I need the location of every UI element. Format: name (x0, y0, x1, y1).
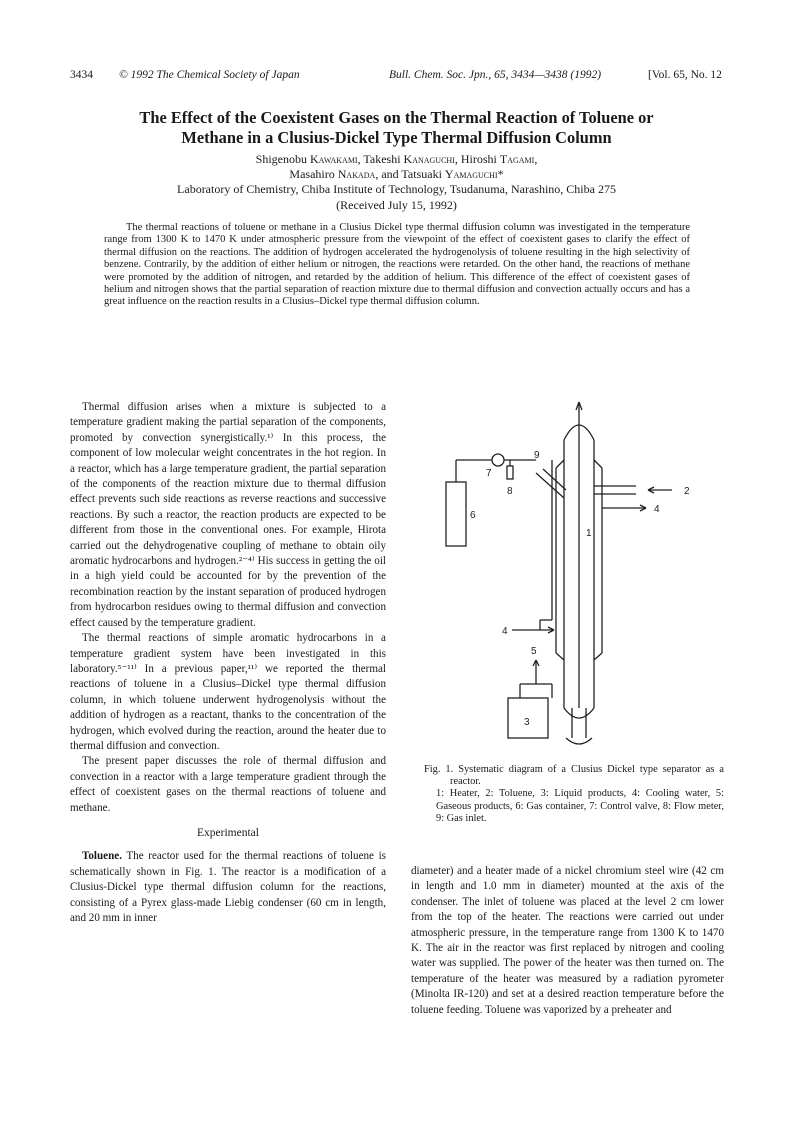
running-header (70, 69, 730, 85)
body-paragraph-3: The present paper discusses the role of thermal diffusion and convection in a reactor with a large temperature gradient through the effect of coexistent gases on the thermal reactions of toluene and methane. (70, 755, 386, 814)
affiliation: Laboratory of Chemistry, Chiba Institute of Technology, Tsudanuma, Narashino, Chiba 275 (177, 182, 616, 197)
figure-1 (440, 398, 700, 750)
label-gas-inlet: 9 (534, 450, 540, 461)
left-column (70, 400, 386, 926)
body-paragraph-2: The thermal reactions of simple aromatic hydrocarbons in a temperature gradient system have been investigated in this laboratory.⁵⁻¹¹⁾ In a previous paper,¹¹⁾ we reported the thermal reactions of toluene in a Clusius–Dickel type thermal diffusion column, in which toluene underwent hydrogenolysis without the addition of hydrogen as a reactant, thanks to the concentration of the hydrogen, which evolved during the reaction, around the heater due to thermal diffusion and convection. (70, 632, 386, 752)
section-heading: Experimental (197, 826, 259, 839)
reactor-diagram (440, 398, 700, 750)
article-title (60, 108, 733, 148)
body-paragraph-1: Thermal diffusion arises when a mixture is subjected to a temperature gradient making the partial separation of the components, promoted by convection synergistically.¹⁾ In this process, the component of low molecular weight concentrates in the hot region. In a reactor, which has a large temperature gradient, the partial separation of the components of the reaction mixture due to thermal diffusion effect prevents such side reactions as reverse reactions and successive reactions. By such a reactor, the reaction products are expected to be different from those in the conventional ones. For example, Hirota carried out the dehydrogenative coupling of methane to obtain oily aromatic hydrocarbons and hydrogen.²⁻⁴⁾ His success in getting the oil in a high yield could be accounted for by the prevention of the recombination reaction by the instant separation of produced hydrogen from hydrocarbon residues owing to thermal diffusion and convection effect caused by the temperature gradient. (70, 401, 386, 629)
label-gas-container: 6 (470, 510, 476, 521)
label-control-valve: 7 (486, 468, 492, 479)
author-line-2: Masahiro Nakada, and Tatsuaki Yamaguchi* (289, 167, 504, 182)
label-flow-meter: 8 (507, 486, 513, 497)
received-date: (Received July 15, 1992) (336, 197, 457, 212)
abstract: The thermal reactions of toluene or methane in a Clusius Dickel type thermal diffusion column was investigated in the temperature range from 1300 K to 1470 K under atmospheric pressure from the viewpoint of the effect of coexistent gases to clarify the effect of thermal diffusion on the reactions. The addition of hydrogen accelerated the hydrogenolysis of toluene resulting in the high selectivity of benzene. Contrarily, by the addition of either helium or nitrogen, the reactions were retarded. On the other hand, the reactions of methane were promoted by the addition of nitrogen, and retarded by the addition of helium. This difference of the effect of coexistent gases of helium and nitrogen shows that the partial separation of reaction mixture due to thermal diffusion and convection actually occurs and has a great influence on the reaction results in a Clusius–Dickel type thermal diffusion column. (104, 222, 690, 308)
author-line-1: Shigenobu Kawakami, Takeshi Kanaguchi, Hiroshi Tagami, (255, 152, 538, 166)
copyright: © 1992 The Chemical Society of Japan (119, 69, 300, 81)
label-cooling-water-in: 4 (502, 626, 508, 637)
caption-title: Fig. 1. Systematic diagram of a Clusius Dickel type separator as a reactor. (424, 764, 724, 788)
subsection-lead: Toluene. (82, 850, 122, 863)
label-heater: 1 (586, 528, 592, 539)
body-paragraph-5: diameter) and a heater made of a nickel chromium steel wire (42 cm in length and 1.0 mm in diameter) mounted at the axis of the condenser. The inlet of toluene was placed at the level 2 cm lower from the top of the heater. The reactions were carried out under atmospheric pressure, in the temperature range from 1300 K to 1470 K. The air in the reactor was first replaced by nitrogen and cooling water was supplied. The power of the heater was then turned on. The temperature of the heater was measured by a radiation pyrometer (Minolta IR-120) and set at a desired reaction temperature before the toluene feeding. Toluene was vaporized by a preheater and (411, 865, 724, 1016)
journal-citation: Bull. Chem. Soc. Jpn., 65, 3434—3438 (1992) (389, 69, 602, 81)
body-paragraph-4: Toluene. The reactor used for the thermal reactions of toluene is schematically shown in Fig. 1. The reactor is a modification of a Clusius-Dickel type thermal diffusion column for the reactions, consisting of a Pyrex glass-made Liebig condenser (60 cm in length, and 20 mm in inner (70, 850, 386, 924)
figure-caption (424, 764, 724, 825)
label-gaseous-products: 5 (531, 646, 537, 657)
caption-legend: 1: Heater, 2: Toluene, 3: Liquid products, 4: Cooling water, 5: Gaseous products, 6: Gas container, 7: Control valve, 8: Flow meter, 9: Gas inlet. (436, 788, 724, 824)
volume-issue: [Vol. 65, No. 12 (648, 69, 722, 81)
right-column (411, 864, 724, 1018)
page-number: 3434 (70, 69, 93, 81)
author-block (60, 152, 733, 213)
title-line-2: Methane in a Clusius-Dickel Type Thermal Diffusion Column (181, 128, 612, 147)
label-cooling-water-out: 4 (654, 504, 660, 515)
label-liquid-products: 3 (524, 717, 530, 728)
label-toluene: 2 (684, 486, 690, 497)
title-line-1: The Effect of the Coexistent Gases on the Thermal Reaction of Toluene or (139, 108, 654, 127)
